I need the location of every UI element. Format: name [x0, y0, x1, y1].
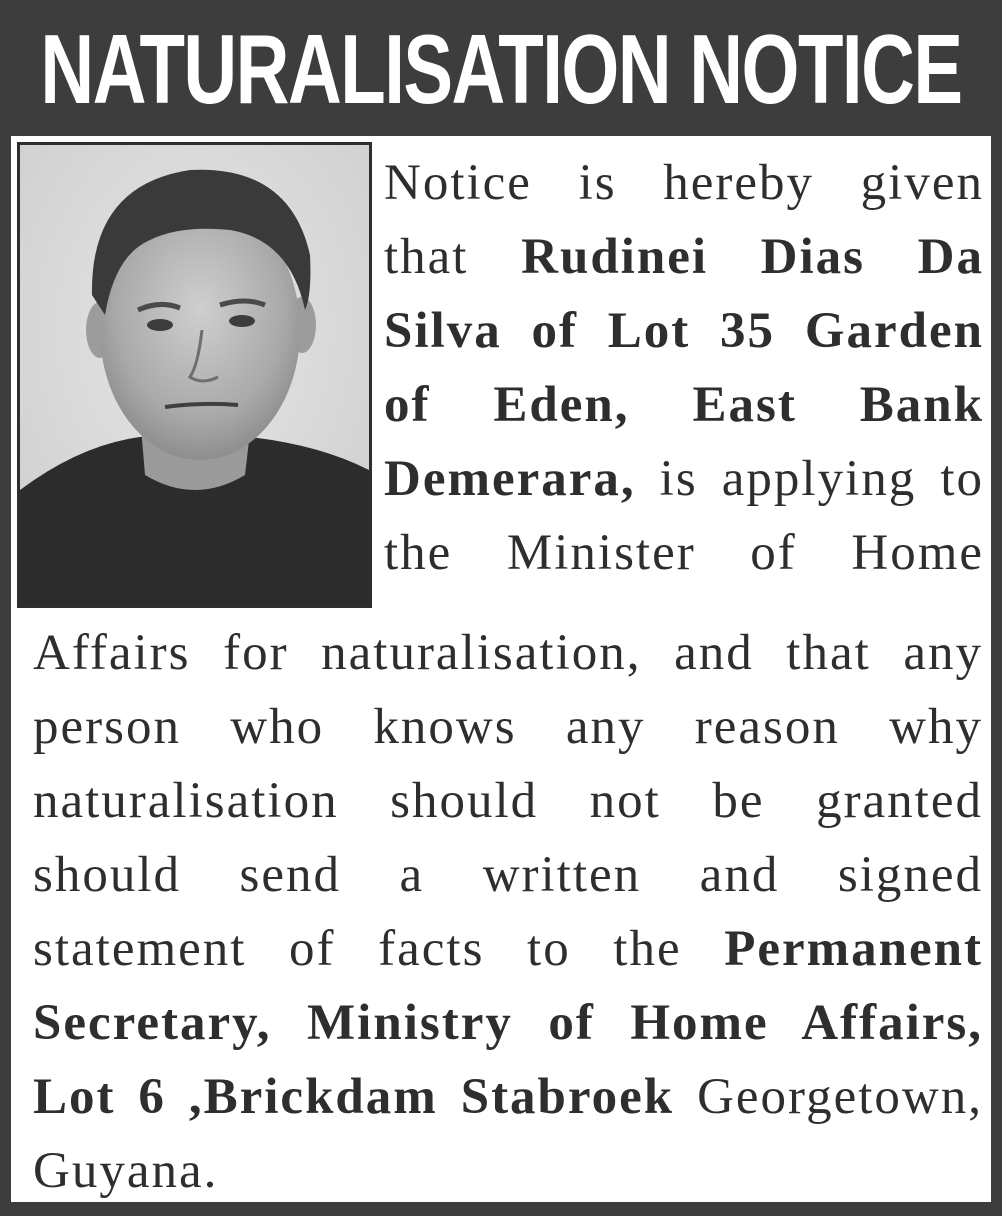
recipient-city: Georgetown, — [674, 1069, 983, 1125]
main-line-3-text: naturalisation should not be granted — [33, 773, 983, 829]
main-line — [33, 838, 983, 912]
lead-line-6-text: the Minister of Home — [384, 525, 984, 581]
main-line-1-text: Affairs for naturalisation, and that any — [33, 625, 983, 681]
main-line — [33, 1134, 983, 1208]
notice-header — [0, 0, 1002, 134]
applicant-address-part2: Demerara, — [384, 451, 636, 507]
recipient-country: Guyana. — [33, 1143, 219, 1199]
lead-line — [384, 516, 984, 590]
lead-line — [384, 442, 984, 516]
applicant-photo — [17, 142, 372, 608]
notice-title: NATURALISATION NOTICE — [40, 14, 962, 124]
main-line — [33, 912, 983, 986]
notice-body — [11, 136, 991, 1202]
recipient-address: Lot 6 ,Brickdam Stabroek — [33, 1069, 675, 1125]
main-line — [33, 764, 983, 838]
main-line-2-text: person who knows any reason why — [33, 699, 983, 755]
recipient-title-part2: Secretary, Ministry of Home Affairs, — [33, 995, 983, 1051]
applicant-name-part1: Rudinei Dias Da — [521, 229, 984, 285]
lead-line — [384, 368, 984, 442]
notice-lead-text — [384, 146, 984, 590]
main-line — [33, 986, 983, 1060]
applicant-portrait-image — [20, 145, 369, 605]
lead-line — [384, 220, 984, 294]
applicant-address-part1: of Eden, East Bank — [384, 377, 984, 433]
lead-line-1-text: Notice is hereby given — [384, 155, 984, 211]
lead-line — [384, 146, 984, 220]
recipient-title-part1: Permanent — [724, 921, 983, 977]
main-line — [33, 690, 983, 764]
lead-line-2-text: that — [384, 229, 522, 285]
notice-main-text — [33, 616, 983, 1208]
applicant-name-part2: Silva of Lot 35 Garden — [384, 303, 984, 359]
lead-line — [384, 294, 984, 368]
main-line — [33, 616, 983, 690]
main-line-5-text: statement of facts to the — [33, 921, 725, 977]
main-line-4-text: should send a written and signed — [33, 847, 983, 903]
lead-line-5-text: is applying to — [635, 451, 984, 507]
main-line — [33, 1060, 983, 1134]
